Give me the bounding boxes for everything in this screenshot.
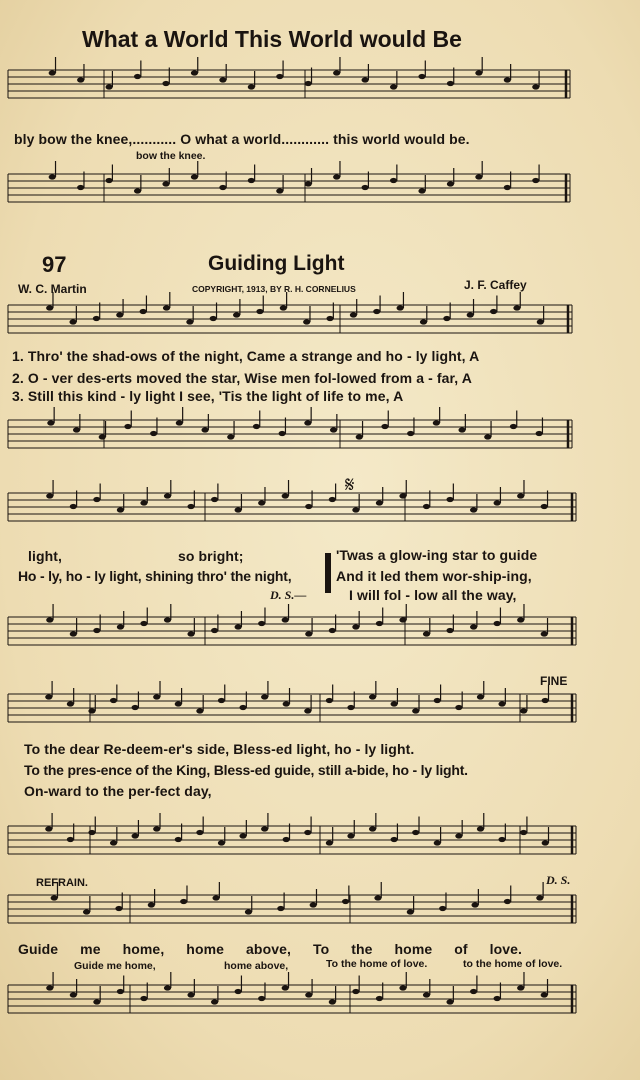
previous-hymn-bass-echo: bow the knee. (136, 150, 206, 162)
fine-marker: FINE (540, 674, 568, 688)
refrain-echo-3: To the home of love. (326, 958, 428, 970)
hymn-title: Guiding Light (208, 252, 345, 275)
hymn-composer: J. F. Caffey (464, 278, 527, 292)
refrain-ds: D. S. (546, 873, 571, 887)
refrain-label: REFRAIN. (36, 877, 88, 889)
previous-hymn-lyric: bly bow the knee,........... O what a world............ this world would be. (14, 131, 470, 147)
ds-marker: D. S.— (270, 588, 307, 602)
verse-1-line-2a: light, (28, 548, 63, 564)
section-bar-mark (325, 553, 331, 593)
verse-3-line-2: I will fol - low all the way, (349, 587, 517, 603)
refrain-echo-2: home above, (224, 960, 289, 972)
previous-hymn-title: What a World This World would Be (82, 26, 462, 52)
verse-1-line-2c: 'Twas a glow-ing star to guide (336, 547, 538, 563)
verse-3-line-3: On-ward to the per-fect day, (24, 783, 212, 799)
verse-2-line-2a: Ho - ly, ho - ly light, shining thro' the night, (18, 568, 292, 584)
hymn-copyright: COPYRIGHT, 1913, BY R. H. CORNELIUS (192, 284, 356, 294)
verse-2-line-2b: And it led them wor-ship-ing, (336, 568, 532, 584)
hymn-number: 97 (42, 252, 67, 277)
verse-3-line-1: 3. Still this kind - ly light I see, 'Tis the light of life to me, A (12, 388, 404, 404)
verse-2-line-3: To the pres-ence of the King, Bless-ed guide, still a-bide, ho - ly light. (24, 762, 468, 778)
verse-1-line-1: 1. Thro' the shad-ows of the night, Came a strange and ho - ly light, A (12, 348, 480, 364)
hymn-author: W. C. Martin (18, 282, 87, 296)
refrain-echo-1: Guide me home, (74, 960, 156, 972)
segno-symbol: 𝄋 (345, 472, 355, 497)
verse-2-line-1: 2. O - ver des-erts moved the star, Wise men fol-lowed from a - far, A (12, 370, 472, 386)
refrain-echo-4: to the home of love. (463, 958, 563, 970)
refrain-lyric: Guide me home, home above, To the home of love. (18, 941, 523, 957)
verse-1-line-3: To the dear Re-deem-er's side, Bless-ed light, ho - ly light. (24, 741, 415, 757)
verse-1-line-2b: so bright; (178, 548, 244, 564)
